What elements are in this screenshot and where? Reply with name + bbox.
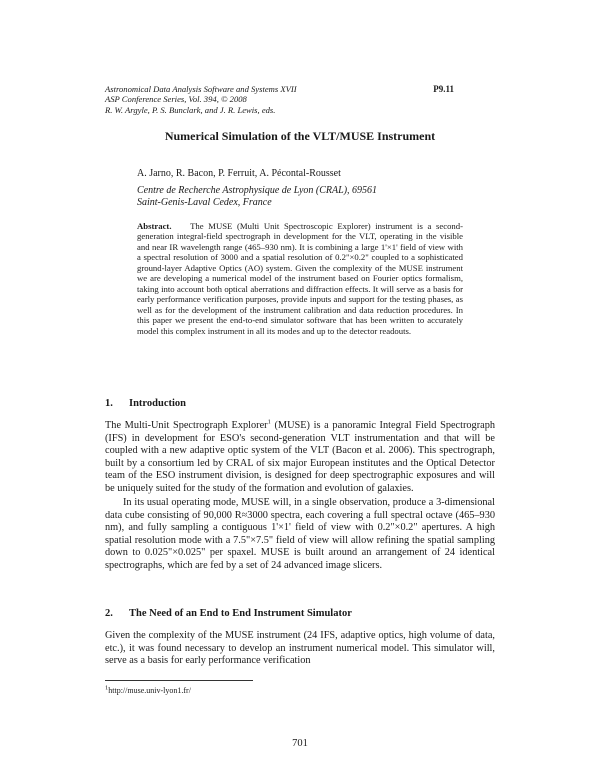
section-heading-simulator (105, 608, 352, 619)
running-header (105, 84, 297, 115)
affiliation-line: Saint-Genis-Laval Cedex, France (137, 197, 272, 208)
footnote (105, 686, 191, 695)
footnote-mark: 1 (267, 418, 271, 426)
footnote-number: 1 (105, 684, 109, 692)
section-number: 1. (105, 398, 113, 409)
header-line: Astronomical Data Analysis Software and Systems XVII (105, 84, 297, 94)
footnote-rule (105, 680, 253, 681)
abstract (137, 221, 463, 336)
section-heading-introduction (105, 398, 186, 409)
section-number: 2. (105, 608, 113, 619)
header-line: ASP Conference Series, Vol. 394, © 2008 (105, 94, 247, 105)
footnote-url[interactable]: http://muse.univ-lyon1.fr/ (108, 686, 191, 695)
section-title: The Need of an End to End Instrument Simulator (129, 608, 352, 619)
affiliation-line: Centre de Recherche Astrophysique de Lyon (CRAL), 69561 (137, 185, 378, 196)
paper-id: P9.11 (433, 84, 454, 94)
intro-paragraph-2: In its usual operating mode, MUSE will, in a single observation, produce a 3-dimensional data cube consisting of 90,000 R≈3000 spectra, each covering a full spectral octave (465–930 nm), and fully sampling a contiguous 1'×1' field of view with 0.2"×0.2" apertures. A high spatial resolution mode with a 7.5"×7.5" field of view will allow refining the spatial sampling down to 0.025"×0.025" per spaxel. MUSE is built around an arrangement of 24 identical spectrographs, which are fed by a set of 24 advanced image slicers. (105, 497, 495, 571)
simulator-paragraph-1: Given the complexity of the MUSE instrument (24 IFS, adaptive optics, high volume of data, etc.), it was found necessary to develop an instrument numerical model. This simulator will, serve as a basis for early performance verification (105, 630, 495, 666)
paper-title: Numerical Simulation of the VLT/MUSE Instrument (164, 129, 436, 143)
author-list: A. Jarno, R. Bacon, P. Ferruit, A. Pécontal-Rousset (137, 168, 341, 179)
intro-text: The Multi-Unit Spectrograph Explorer (105, 420, 268, 431)
intro-text: (MUSE) is a panoramic Integral Field Spectrograph (IFS) in development for ESO's second-generation VLT instrumentation and that will be coupled with a new adaptive optic system of the VLT (Bacon et al. 2006). This spectrograph, built by a consortium led by CRAL of six major European institutes and the Optical Detector team of the ESO instrument division, is designed for deep spectrographic exposures and will be uniquely suited for the study of the formation and evolution of galaxies. (105, 420, 495, 494)
affiliation (137, 185, 377, 209)
abstract-label: Abstract. (137, 221, 172, 231)
abstract-text: The MUSE (Multi Unit Spectroscopic Explorer) instrument is a second-generation integral-field spectrograph in development for the VLT, operating in the visible and near IR wavelength range (465–930 nm). It is combining a large 1'×1' field of view with a spectral resolution of 3000 and a spatial resolution of 0.2"×0.2" coupled to a sophisticated ground-layer Adaptive Optics (AO) system. Given the complexity of the MUSE instrument we are developing a numerical model of the instrument based on Fourier optics formalism, taking into account both optical aberrations and diffraction effects. It will serve as a basis for early performance verification purposes, provide inputs and support for the testing phases, as well as for the development of the instrument calibration and data reduction procedures. In this paper we present the end-to-end simulator software that has been written to accurately model this complex instrument in all its modes and up to the detector readouts. (137, 221, 464, 336)
section-title: Introduction (129, 398, 186, 409)
intro-paragraph-1 (105, 420, 495, 495)
header-line: R. W. Argyle, P. S. Bunclark, and J. R. Lewis, eds. (105, 104, 276, 115)
page-number: 701 (292, 738, 308, 749)
